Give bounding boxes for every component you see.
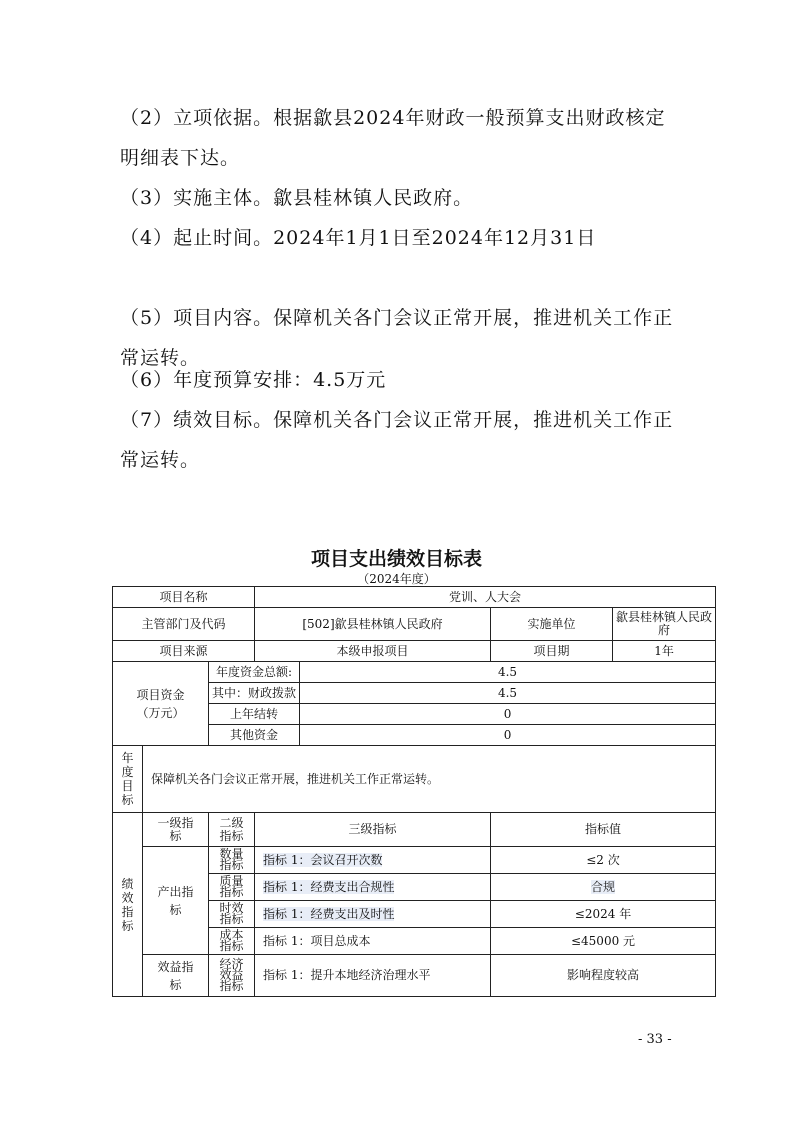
row-level3-text: 指标 1：经费支出及时性	[263, 906, 395, 921]
row-level3	[255, 901, 491, 928]
period-label: 项目期	[491, 641, 613, 662]
header-level1: 一级指标	[143, 813, 209, 847]
page-number: - 33 -	[638, 1032, 672, 1047]
source-value: 本级申报项目	[255, 641, 491, 662]
paragraph-budget: （6）年度预算安排：4.5万元	[120, 369, 387, 391]
table-row	[113, 813, 716, 847]
row-value: ≤2 次	[491, 847, 716, 874]
funds-fiscal-label: 其中：财政拨款	[209, 683, 300, 704]
dept-label: 主管部门及代码	[113, 608, 255, 641]
output-label: 产出指标	[143, 847, 209, 955]
row-level3	[255, 847, 491, 874]
source-label: 项目来源	[113, 641, 255, 662]
impl-unit-value: 歙县桂林镇人民政府	[613, 608, 716, 641]
header-value: 指标值	[491, 813, 716, 847]
row-value: ≤2024 年	[491, 901, 716, 928]
funds-carry-value: 0	[300, 704, 716, 725]
paragraph-goal: （7）绩效目标。保障机关各门会议正常开展，推进机关工作正常运转。	[120, 409, 674, 471]
table-title: 项目支出绩效目标表	[310, 548, 482, 570]
funds-other-label: 其他资金	[209, 725, 300, 746]
row-level2: 成本指标	[209, 928, 255, 955]
paragraph-content: （5）项目内容。保障机关各门会议正常开展，推进机关工作正常运转。	[120, 307, 674, 369]
period-value: 1年	[613, 641, 716, 662]
table-row	[113, 641, 716, 662]
header-level2: 二级指标	[209, 813, 255, 847]
perf-label: 绩效指标	[113, 813, 143, 997]
row-level2: 时效指标	[209, 901, 255, 928]
table-row	[113, 847, 716, 874]
table-subtitle: （2024年度）	[357, 572, 436, 586]
funds-carry-label: 上年结转	[209, 704, 300, 725]
table-row	[113, 608, 716, 641]
row-level2: 经济效益指标	[209, 955, 255, 997]
table-row	[113, 662, 716, 683]
funds-total-value: 4.5	[300, 662, 716, 683]
row-value: ≤45000 元	[491, 928, 716, 955]
impl-unit-label: 实施单位	[491, 608, 613, 641]
funds-label: 项目资金（万元）	[113, 662, 209, 746]
dept-value: [502]歙县桂林镇人民政府	[255, 608, 491, 641]
table-row	[113, 587, 716, 608]
annual-goal-value: 保障机关各门会议正常开展，推进机关工作正常运转。	[143, 746, 716, 813]
row-level3	[255, 874, 491, 901]
row-value-text: 合规	[591, 879, 616, 894]
funds-other-value: 0	[300, 725, 716, 746]
funds-fiscal-value: 4.5	[300, 683, 716, 704]
project-name-label: 项目名称	[113, 587, 255, 608]
paragraph-implementer: （3）实施主体。歙县桂林镇人民政府。	[120, 187, 474, 209]
performance-table	[112, 586, 716, 997]
benefit-label: 效益指标	[143, 955, 209, 997]
funds-total-label: 年度资金总额:	[209, 662, 300, 683]
paragraph-basis: （2）立项依据。根据歙县2024年财政一般预算支出财政核定明细表下达。	[120, 107, 666, 169]
header-level3: 三级指标	[255, 813, 491, 847]
row-value: 影响程度较高	[491, 955, 716, 997]
project-name-value: 党训、人大会	[255, 587, 716, 608]
table-row	[113, 746, 716, 813]
annual-goal-label: 年度目标	[113, 746, 143, 813]
row-level3: 指标 1：项目总成本	[255, 928, 491, 955]
table-row	[113, 955, 716, 997]
row-level3: 指标 1：提升本地经济治理水平	[255, 955, 491, 997]
row-level3-text: 指标 1：会议召开次数	[263, 852, 383, 867]
row-level2: 质量指标	[209, 874, 255, 901]
row-value	[491, 874, 716, 901]
row-level3-text: 指标 1：经费支出合规性	[263, 879, 395, 894]
row-level2: 数量指标	[209, 847, 255, 874]
paragraph-period: （4）起止时间。2024年1月1日至2024年12月31日	[120, 227, 597, 249]
